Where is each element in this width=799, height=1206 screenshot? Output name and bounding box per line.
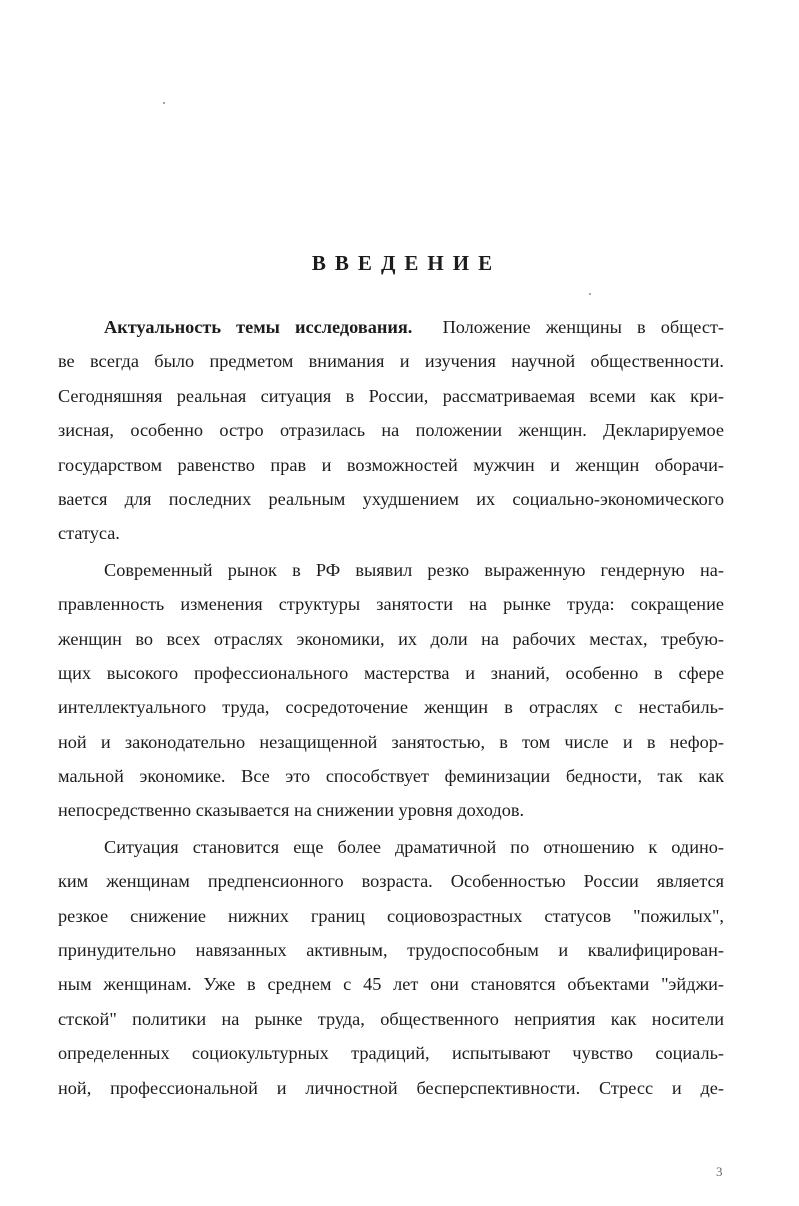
- text-line: ной, профессиональной и личностной бесперспективности. Стресс и де-: [58, 1077, 724, 1098]
- document-body: [58, 310, 724, 1105]
- text-line: правленность изменения структуры занятости на рынке труда: сокращение: [58, 594, 724, 615]
- text-line: определенных социокультурных традиций, испытывают чувство социаль-: [58, 1043, 724, 1064]
- text-line: мальной экономике. Все это способствует феминизации бедности, так как: [58, 766, 724, 787]
- text-line: вается для последних реальным ухудшением их социально-экономического: [58, 488, 724, 509]
- text-line: государством равенство прав и возможностей мужчин и женщин оборачи-: [58, 454, 724, 475]
- paragraph-situation: [58, 830, 724, 1105]
- text-line: непосредственно сказывается на снижении уровня доходов.: [58, 800, 525, 821]
- page-number: 3: [716, 1164, 723, 1179]
- text-line: ве всегда было предметом внимания и изучения научной общественности.: [58, 351, 724, 372]
- text-line: женщин во всех отраслях экономики, их доли на рабочих местах, требую-: [58, 628, 724, 649]
- text-fragment: Положение женщины в общест-: [442, 317, 725, 337]
- text-line: Современный рынок в РФ выявил резко выраженную гендерную на-: [104, 559, 724, 580]
- text-line: принудительно навязанных активным, трудоспособным и квалифицирован-: [58, 940, 724, 961]
- text-line: зисная, особенно остро отразилась на положении женщин. Декларируемое: [58, 420, 724, 441]
- text-line: ным женщинам. Уже в среднем с 45 лет они становятся объектами "эйджи-: [58, 974, 724, 995]
- text-line: щих высокого профессионального мастерства и знаний, особенно в сфере: [58, 662, 724, 683]
- scan-speck: [589, 293, 591, 295]
- page-title: ВВЕДЕНИЕ: [311, 251, 502, 275]
- text-line: [58, 310, 724, 344]
- text-line: статуса.: [58, 523, 120, 544]
- text-line: ким женщинам предпенсионного возраста. Особенностью России является: [58, 871, 724, 892]
- paragraph-labor-market: [58, 553, 724, 828]
- text-line: Ситуация становится еще более драматичной по отношению к одино-: [104, 836, 724, 857]
- text-line: Сегодняшняя реальная ситуация в России, рассматриваемая всеми как кри-: [58, 385, 724, 406]
- section-lead: Актуальность темы исследования.: [104, 317, 413, 337]
- text-line: стской" политики на рынке труда, общественного неприятия как носители: [58, 1008, 724, 1029]
- text-line: резкое снижение нижних границ социовозрастных статусов "пожилых",: [58, 905, 724, 926]
- text-line: ной и законодательно незащищенной занятостью, в том числе и в нефор-: [58, 731, 724, 752]
- scan-speck: [163, 102, 165, 104]
- paragraph-relevance: [58, 310, 724, 551]
- text-line: интеллектуального труда, сосредоточение женщин в отраслях с нестабиль-: [58, 697, 724, 718]
